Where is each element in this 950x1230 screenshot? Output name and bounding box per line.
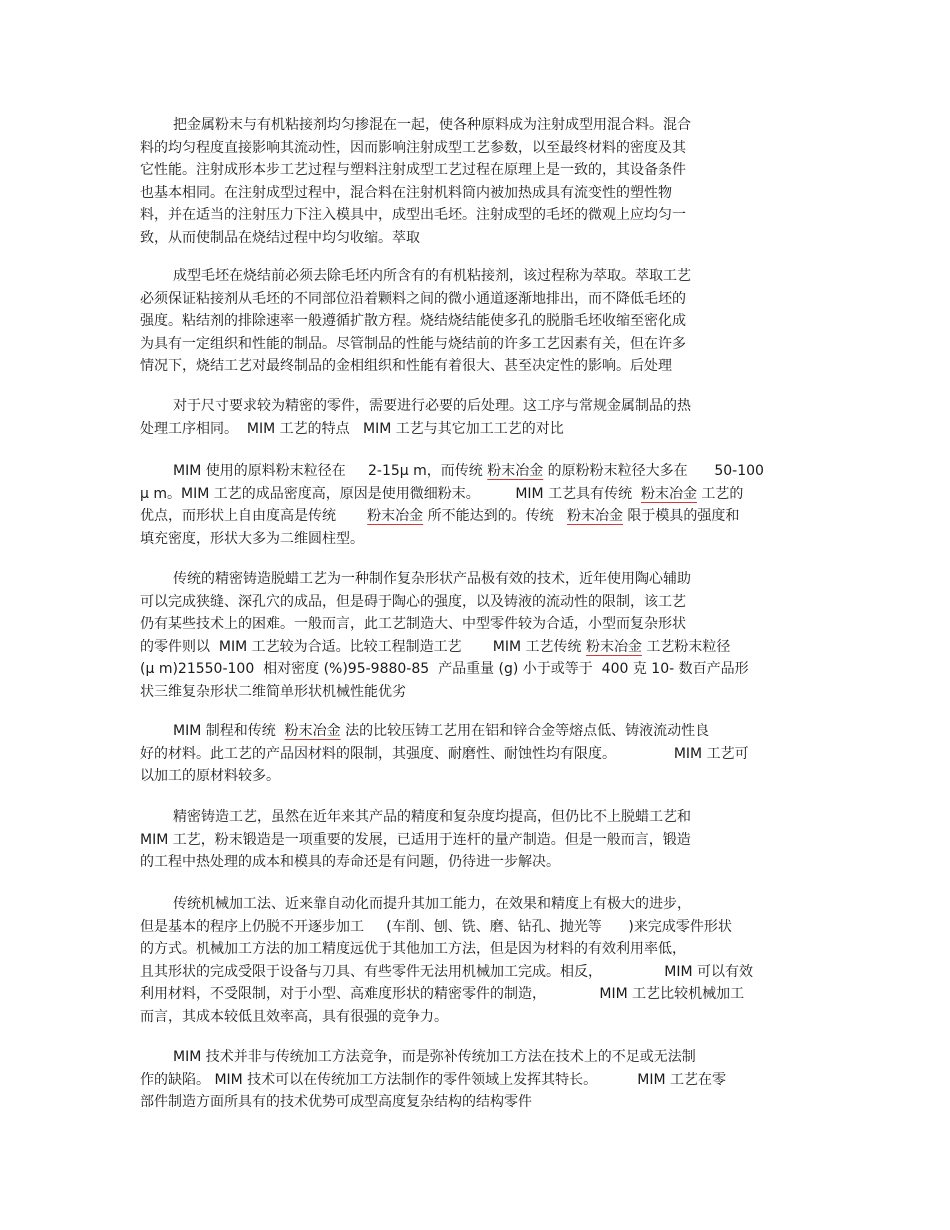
text-line [140, 483, 810, 506]
text-segment: 但是基本的程序上仍脱不开逐步加工 (车削、刨、铣、磨、钻孔、抛光等 )来完成零件形状 [140, 918, 732, 935]
text-line [140, 1006, 810, 1029]
text-line [140, 460, 810, 483]
text-segment: 限于模具的强度和 [622, 508, 740, 524]
text-line [140, 395, 810, 418]
text-segment: 优点，而形状上自由度高是传统 [140, 508, 368, 524]
text-line [140, 961, 810, 984]
text-segment: 致，从而使制品在烧结过程中均匀收缩。萃取 [140, 229, 420, 246]
paragraph-powder-size [140, 460, 810, 550]
text-segment: 料的均匀程度直接影响其流动性，因而影响注射成型工艺参数，以至最终材料的密度及其 [140, 139, 686, 156]
text-segment: 处理工序相同。 MIM 工艺的特点 MIM 工艺与其它加工工艺的对比 [140, 420, 564, 437]
text-segment: 以加工的原材料较多。 [140, 768, 280, 784]
text-line [140, 851, 810, 874]
text-line [140, 681, 810, 704]
text-segment: 状三维复杂形状二维简单形状机械性能优劣 [140, 683, 406, 700]
text-line [140, 591, 810, 614]
text-segment: 传统机械加工法、近来靠自动化而提升其加工能力，在效果和精度上有极大的进步， [173, 896, 691, 912]
text-segment: 利用材料，不受限制，对于小型、高难度形状的精密零件的制造， MIM 工艺比较机械加工 [140, 986, 745, 1002]
text-segment: 成型毛坯在烧结前必须去除毛坯内所含有的有机粘接剂，该过程称为萃取。萃取工艺 [173, 268, 691, 284]
text-line [140, 1046, 810, 1069]
text-line [140, 1069, 810, 1092]
text-line [140, 893, 810, 916]
text-line [140, 528, 810, 551]
text-segment: MIM 使用的原料粉末粒径在 2-15μ m，而传统 [173, 463, 488, 479]
text-line [140, 137, 810, 160]
text-segment: 它性能。注射成形本步工艺过程与塑料注射成型工艺过程在原理上是一致的，其设备条件 [140, 162, 686, 178]
text-segment: 对于尺寸要求较为精密的零件，需要进行必要的后处理。这工序与常规金属制品的热 [173, 398, 691, 414]
paragraph-post-processing [140, 395, 810, 440]
text-line [140, 114, 810, 137]
paragraph-machining [140, 893, 810, 1028]
text-segment: 工艺粉末粒径 [641, 638, 731, 655]
keyword-link[interactable]: 粉末冶金 [566, 508, 623, 524]
text-segment: MIM 制程和传统 [173, 723, 285, 739]
text-segment: MIM 技术并非与传统加工方法竞争，而是弥补传统加工方法在技术上的不足或无法制 [173, 1049, 696, 1065]
keyword-link[interactable]: 粉末冶金 [487, 463, 544, 479]
paragraph-mixing [140, 114, 810, 249]
text-segment: 作的缺陷。 MIM 技术可以在传统加工方法制作的零件领域上发挥其特长。 MIM 工艺在零 [140, 1071, 726, 1088]
text-segment: 传统的精密铸造脱蜡工艺为一种制作复杂形状产品极有效的技术，近年使用陶心辅助 [173, 571, 691, 587]
text-line [140, 159, 810, 182]
text-segment: 的原粉粉末粒径大多在 50-100 [543, 463, 764, 479]
text-line [140, 568, 810, 591]
text-segment: 且其形状的完成受限于设备与刀具、有些零件无法用机械加工完成。相反， MIM 可以有效 [140, 963, 754, 980]
text-line [140, 310, 810, 333]
text-line [140, 227, 810, 250]
text-segment: 而言，其成本较低且效率高，具有很强的竞争力。 [140, 1008, 448, 1025]
text-segment: 所不能达到的。传统 [423, 508, 567, 524]
text-segment: μ m。MIM 工艺的成品密度高，原因是使用微细粉末。 MIM 工艺具有传统 [140, 485, 641, 502]
text-line [140, 829, 810, 852]
text-segment: 把金属粉末与有机粘接剂均匀掺混在一起，使各种原料成为注射成型用混合料。混合 [173, 117, 691, 133]
text-line [140, 938, 810, 961]
text-segment: 情况下，烧结工艺对最终制品的金相组织和性能有着很大、甚至决定性的影响。后处理 [140, 358, 672, 374]
text-line [140, 743, 810, 766]
text-line [140, 1091, 810, 1114]
text-segment: 好的材料。此工艺的产品因材料的限制，其强度、耐磨性、耐蚀性均有限度。 MIM 工艺可 [140, 745, 749, 762]
text-segment: 的工程中热处理的成本和模具的寿命还是有问题，仍待进一步解决。 [140, 854, 560, 870]
text-segment: 必须保证粘接剂从毛坯的不同部位沿着颗料之间的微小通道逐渐地排出，而不降低毛坯的 [140, 290, 686, 307]
paragraph-mim-advantages [140, 1046, 810, 1114]
text-segment: 填充密度，形状大多为二维圆柱型。 [140, 530, 364, 547]
text-line [140, 333, 810, 356]
text-line [140, 658, 810, 681]
text-line [140, 355, 810, 378]
text-segment: 仍有某些技术上的困难。一般而言，此工艺制造大、中型零件较为合适，小型而复杂形状 [140, 616, 686, 632]
keyword-link[interactable]: 粉末冶金 [585, 638, 642, 655]
paragraph-precision-casting [140, 806, 810, 874]
text-segment: 部件制造方面所具有的技术优势可成型高度复杂结构的结构零件 [140, 1094, 532, 1110]
text-line [140, 613, 810, 636]
text-line [140, 204, 810, 227]
text-line [140, 265, 810, 288]
text-segment: 为具有一定组织和性能的制品。尽管制品的性能与烧结前的许多工艺因素有关，但在许多 [140, 335, 686, 352]
text-line [140, 636, 810, 659]
text-line [140, 916, 810, 939]
text-segment: 的方式。机械加工方法的加工精度远优于其他加工方法，但是因为材料的有效利用率低， [140, 941, 686, 957]
text-segment: 可以完成狭缝、深孔穴的成品，但是碍于陶心的强度，以及铸液的流动性的限制，该工艺 [140, 593, 686, 610]
paragraph-investment-casting [140, 568, 810, 703]
text-line [140, 720, 810, 743]
keyword-link[interactable]: 粉末冶金 [367, 508, 424, 524]
text-line [140, 806, 810, 829]
text-line [140, 983, 810, 1006]
keyword-link[interactable]: 粉末冶金 [640, 485, 697, 502]
text-segment: 料，并在适当的注射压力下注入模具中，成型出毛坯。注射成型的毛坯的微观上应均匀一 [140, 207, 686, 223]
keyword-link[interactable]: 粉末冶金 [284, 723, 341, 739]
text-segment: 也基本相同。在注射成型过程中，混合料在注射机料筒内被加热成具有流变性的塑性物 [140, 184, 672, 201]
text-segment: (μ m)21550-100 相对密度 (%)95-9880-85 产品重量 (g) 小于或等于 400 克 10- 数百产品形 [140, 661, 749, 677]
text-segment: 工艺的 [696, 485, 744, 502]
text-line [140, 765, 810, 788]
text-segment: MIM 工艺，粉末锻造是一项重要的发展，已适用于连杆的量产制造。但是一般而言，锻造 [140, 831, 691, 848]
text-segment: 强度。粘结剂的排除速率一般遵循扩散方程。烧结烧结能使多孔的脱脂毛坯收缩至密化成 [140, 313, 686, 329]
paragraph-extraction-sintering [140, 265, 810, 378]
text-line [140, 505, 810, 528]
text-line [140, 182, 810, 205]
text-segment: 法的比较压铸工艺用在铝和锌合金等熔点低、铸液流动性良 [340, 723, 710, 739]
text-line [140, 418, 810, 441]
text-line [140, 288, 810, 311]
paragraph-die-casting [140, 720, 810, 788]
text-segment: 的零件则以 MIM 工艺较为合适。比较工程制造工艺 MIM 工艺传统 [140, 638, 586, 655]
text-segment: 精密铸造工艺，虽然在近年来其产品的精度和复杂度均提高，但仍比不上脱蜡工艺和 [173, 809, 691, 825]
